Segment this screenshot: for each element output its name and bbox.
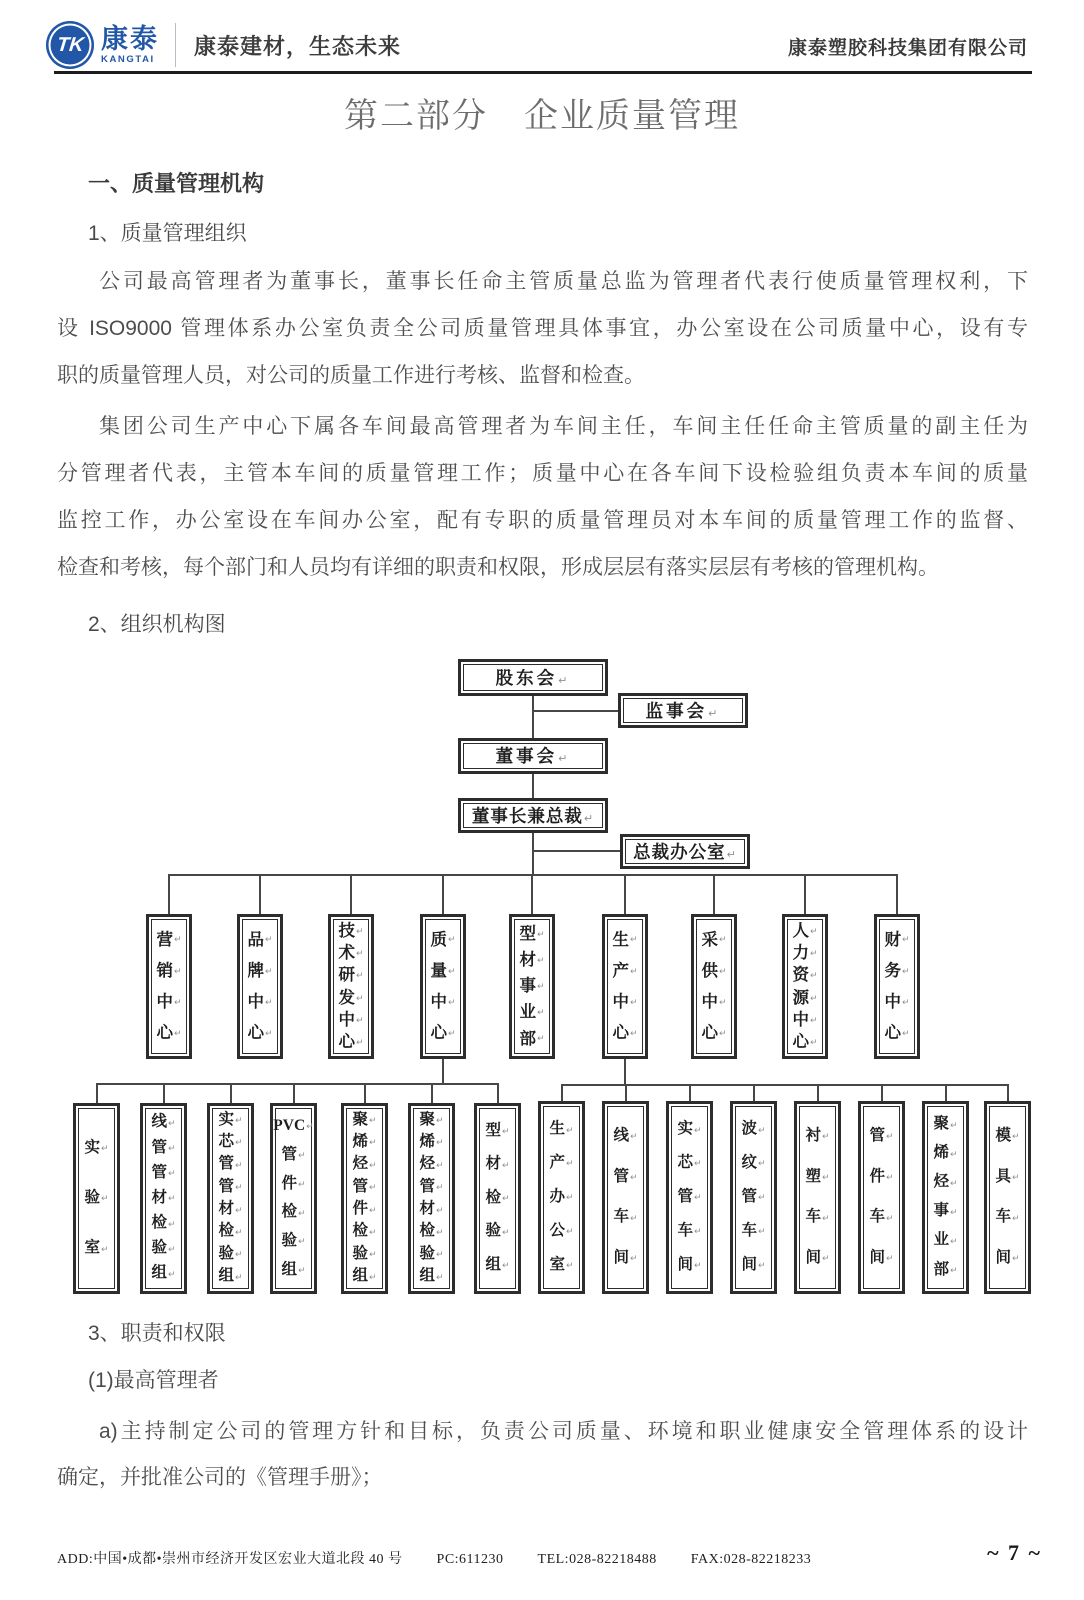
paragraph-line: 职的质量管理人员，对公司的质量工作进行考核、监督和检查。 (57, 363, 645, 387)
org-box-char: 组 ↵ (485, 1255, 510, 1273)
org-box-char: 间 ↵ (613, 1248, 638, 1266)
org-box-char: 材 ↵ (519, 950, 545, 970)
paragraph-line: a)主持制定公司的管理方针和目标，负责公司质量、环境和职业健康安全管理体系的设计 (99, 1419, 1028, 1443)
org-box-char: 烃 ↵ (419, 1155, 444, 1173)
org-box-char: 型 ↵ (519, 924, 545, 944)
paragraph-2 (57, 404, 1028, 591)
org-box-polyolefin-fitting-inspection (341, 1103, 388, 1294)
org-box-char: 心 ↵ (430, 1023, 456, 1043)
org-box-hr-center (782, 914, 828, 1059)
org-box-char: 组 ↵ (352, 1267, 377, 1285)
org-box-char: 烯 ↵ (419, 1133, 444, 1151)
org-box-char: 模 ↵ (995, 1126, 1020, 1144)
org-box-profile-division (509, 914, 555, 1059)
org-box-char: 中 ↵ (338, 1009, 364, 1029)
org-box-char: 实 ↵ (218, 1110, 243, 1128)
org-box-marketing-center (146, 914, 192, 1059)
stub-p-6 (881, 1084, 883, 1101)
org-box-char: 验 ↵ (352, 1244, 377, 1262)
org-box-char: 组 ↵ (151, 1264, 176, 1282)
org-box-char: 组 ↵ (218, 1267, 243, 1285)
stub-p-3 (689, 1084, 691, 1101)
org-box-char: 验 ↵ (419, 1244, 444, 1262)
org-box-char: 检 ↵ (419, 1222, 444, 1240)
pilcrow-mark: ↵ (558, 673, 571, 687)
paragraph-line: 集团公司生产中心下属各车间最高管理者为车间主任，车间主任任命主管质量的副主任为 (99, 415, 1028, 439)
logo-tk-icon (46, 21, 94, 69)
org-box-char: 中 ↵ (792, 1009, 818, 1029)
org-box-char: 办 ↵ (549, 1187, 574, 1205)
org-box-char: 技 ↵ (338, 920, 364, 940)
org-box-char: 公 ↵ (549, 1221, 574, 1239)
pilcrow-mark: ↵ (708, 706, 721, 720)
org-box-chairman (458, 798, 608, 833)
org-box-char: 衬 ↵ (805, 1126, 830, 1144)
org-box-char: 产 ↵ (612, 960, 638, 980)
org-box-char: 供 ↵ (701, 960, 727, 980)
org-box-char: 心 ↵ (612, 1023, 638, 1043)
org-chart (0, 646, 1084, 1294)
org-box-char: 组 ↵ (419, 1267, 444, 1285)
org-box-char: 管 ↵ (869, 1126, 894, 1144)
org-box-char: 验 ↵ (485, 1222, 510, 1240)
org-box-char: 中 ↵ (701, 992, 727, 1012)
org-box-char: 管 ↵ (613, 1167, 638, 1185)
org-box-char: 聚 ↵ (419, 1110, 444, 1128)
org-box-char: 财 ↵ (884, 929, 910, 949)
org-box-char: 生 ↵ (549, 1120, 574, 1138)
org-box-char: 车 ↵ (805, 1208, 830, 1226)
org-box-char: 波 ↵ (741, 1120, 766, 1138)
org-box-char: 产 ↵ (549, 1154, 574, 1172)
paragraph-3 (57, 1409, 1028, 1503)
pilcrow-mark: ↵ (558, 752, 571, 766)
org-box-char: 材 ↵ (485, 1155, 510, 1173)
org-box-char: 烃 ↵ (352, 1155, 377, 1173)
org-box-char: 中 ↵ (247, 992, 273, 1012)
org-box-char: 质 ↵ (430, 929, 456, 949)
org-box-char: 验 ↵ (218, 1244, 243, 1262)
stub-q-4 (293, 1083, 295, 1103)
org-box-char: 室 ↵ (84, 1239, 109, 1257)
company-name: 康泰塑胶科技集团有限公司 (787, 38, 1028, 59)
footer-fax: FAX:028-82218233 (690, 1552, 812, 1567)
org-box-char: 烯 ↵ (933, 1144, 958, 1162)
stub-p-4 (753, 1084, 755, 1101)
logo-monogram: TK (55, 33, 85, 56)
org-box-char: 验 ↵ (84, 1188, 109, 1206)
org-box-char: 管 ↵ (741, 1187, 766, 1205)
org-box-production-office (538, 1101, 585, 1294)
org-box-char: 车 ↵ (677, 1221, 702, 1239)
logo-brand-en: KANGTAI (101, 53, 155, 65)
stub-q-6 (431, 1083, 433, 1103)
org-box-char: 烃 ↵ (933, 1173, 958, 1191)
org-box-char: 业 ↵ (519, 1002, 545, 1022)
org-box-char: 检 ↵ (485, 1188, 510, 1206)
org-box-char: 业 ↵ (933, 1231, 958, 1249)
org-box-char: 心 ↵ (792, 1032, 818, 1052)
org-box-char: 心 ↵ (247, 1023, 273, 1043)
stub-l2-5 (531, 874, 533, 914)
company-logo (46, 21, 401, 69)
org-box-pvc-fitting-inspection (270, 1103, 317, 1294)
org-box-shareholders (458, 659, 608, 696)
org-box-char: 人 ↵ (792, 920, 818, 940)
subsection-heading-1-1: 1、质量管理组织 (88, 222, 247, 245)
org-box-char: 实 ↵ (677, 1120, 702, 1138)
stub-q-5 (364, 1083, 366, 1103)
org-box-char: 纹 ↵ (741, 1154, 766, 1172)
org-box-conduit-pipe-inspection (140, 1103, 187, 1294)
org-box-char: 线 ↵ (613, 1126, 638, 1144)
org-box-corrugated-pipe-workshop (730, 1101, 777, 1294)
org-box-rd-center (328, 914, 374, 1059)
org-box-char: 具 ↵ (995, 1167, 1020, 1185)
org-box-solid-pipe-inspection (207, 1103, 254, 1294)
stub-l2-2 (259, 874, 261, 914)
org-box-char: 车 ↵ (741, 1221, 766, 1239)
org-box-brand-center (237, 914, 283, 1059)
org-box-char: 管 ↵ (677, 1187, 702, 1205)
org-box-char: 心 ↵ (338, 1032, 364, 1052)
org-box-char: 心 ↵ (156, 1023, 182, 1043)
connector-to-supervisors (532, 710, 620, 712)
org-box-char: 营 ↵ (156, 929, 182, 949)
org-box-char: 材 ↵ (419, 1200, 444, 1218)
org-box-char: 车 ↵ (995, 1208, 1020, 1226)
level2-bus (168, 874, 898, 876)
document-body (57, 168, 1028, 1502)
org-box-label: 董事会 (495, 746, 558, 767)
page-header (0, 0, 1084, 73)
pilcrow-mark: ↵ (583, 811, 595, 825)
stub-l2-4 (442, 874, 444, 914)
org-box-char: 中 ↵ (612, 992, 638, 1012)
footer-address: ADD:中国•成都•崇州市经济开发区宏业大道北段 40 号 (57, 1552, 403, 1567)
org-box-char: 聚 ↵ (933, 1115, 958, 1133)
org-box-char: 销 ↵ (156, 960, 182, 980)
org-box-char: 管 ↵ (281, 1145, 306, 1163)
paragraph-line: 设 ISO9000 管理体系办公室负责全公司质量管理具体事宜，办公室设在公司质量中心，设有专 (57, 316, 1028, 340)
org-box-label: 监事会 (645, 700, 708, 721)
org-box-supervisors (618, 693, 748, 728)
org-box-char: 件 ↵ (869, 1167, 894, 1185)
org-box-quality-center (420, 914, 466, 1059)
connector-to-president-office (532, 850, 622, 852)
org-box-char: 管 ↵ (218, 1155, 243, 1173)
page-number: ~ 7 ~ (987, 1540, 1042, 1565)
org-box-char: 心 ↵ (701, 1023, 727, 1043)
company-tagline: 康泰建材，生态未来 (194, 33, 402, 59)
org-box-label: 总裁办公室 (633, 841, 726, 862)
org-box-char: 源 ↵ (792, 987, 818, 1007)
org-box-char: 事 ↵ (933, 1202, 958, 1220)
pilcrow-mark: ↵ (726, 847, 737, 861)
org-box-board (458, 738, 608, 774)
connector-quality-bus (442, 1059, 444, 1083)
org-box-char: 材 ↵ (151, 1188, 176, 1206)
production-bus (561, 1084, 1009, 1086)
paragraph-1 (57, 259, 1028, 399)
org-box-lab (73, 1103, 120, 1294)
footer-tel: TEL:028-82218488 (537, 1552, 657, 1567)
org-box-char: 车 ↵ (613, 1208, 638, 1226)
org-box-finance-center (874, 914, 920, 1059)
quality-bus (96, 1083, 499, 1085)
org-box-char: 检 ↵ (151, 1214, 176, 1232)
org-box-char: 件 ↵ (352, 1200, 377, 1218)
footer-postcode: PC:611230 (436, 1552, 504, 1567)
org-box-char: 室 ↵ (549, 1255, 574, 1273)
org-box-char: 烯 ↵ (352, 1133, 377, 1151)
org-box-char: 型 ↵ (485, 1121, 510, 1139)
org-box-production-center (602, 914, 648, 1059)
org-box-president-office (620, 834, 750, 869)
org-box-char: 管 ↵ (352, 1177, 377, 1195)
org-box-char: 量 ↵ (430, 960, 456, 980)
org-box-char: 术 ↵ (338, 942, 364, 962)
org-box-char: 心 ↵ (884, 1023, 910, 1043)
org-box-char: 资 ↵ (792, 965, 818, 985)
org-box-char: 管 ↵ (151, 1138, 176, 1156)
org-box-char: 车 ↵ (869, 1208, 894, 1226)
org-box-char: 检 ↵ (218, 1222, 243, 1240)
org-box-char: 品 ↵ (247, 929, 273, 949)
org-box-char: 间 ↵ (741, 1255, 766, 1273)
org-box-label: 董事长兼总裁 (471, 805, 583, 826)
org-box-char: PVC ↵ (273, 1117, 314, 1135)
org-box-char: 管 ↵ (419, 1177, 444, 1195)
paragraph-line: 监控工作，办公室设在车间办公室，配有专职的质量管理员对本车间的质量管理工作的监督、 (57, 508, 1028, 532)
page-footer (57, 1548, 1044, 1568)
stub-p-8 (1007, 1084, 1009, 1101)
header-rule (54, 71, 1032, 74)
paragraph-line: 分管理者代表，主管本车间的质量管理工作；质量中心在各车间下设检验组负责本车间的质量 (57, 462, 1028, 486)
org-box-char: 采 ↵ (701, 929, 727, 949)
org-box-char: 力 ↵ (792, 942, 818, 962)
org-box-fitting-workshop (858, 1101, 905, 1294)
connector-production-bus (624, 1059, 626, 1084)
paragraph-line: 检查和考核，每个部门和人员均有详细的职责和权限，形成层层有落实层层有考核的管理机构。 (57, 555, 939, 579)
org-box-char: 组 ↵ (281, 1260, 306, 1278)
section-heading-1: 一、质量管理机构 (88, 171, 265, 196)
stub-q-3 (230, 1083, 232, 1103)
org-box-char: 管 ↵ (218, 1177, 243, 1195)
org-box-char: 塑 ↵ (805, 1167, 830, 1185)
clause-heading-1: (1)最高管理者 (88, 1368, 219, 1392)
org-box-char: 间 ↵ (995, 1248, 1020, 1266)
stub-q-1 (96, 1083, 98, 1103)
org-box-char: 验 ↵ (281, 1232, 306, 1250)
org-box-solid-pipe-workshop (666, 1101, 713, 1294)
subsection-heading-1-2: 2、组织机构图 (88, 612, 226, 636)
org-box-char: 间 ↵ (869, 1248, 894, 1266)
connector-chairman-bus (532, 832, 534, 876)
stub-p-2 (625, 1084, 627, 1101)
org-box-polyolefin-division (922, 1101, 969, 1294)
logo-divider (175, 23, 176, 67)
paragraph-line: 确定，并批准公司的《管理手册》； (57, 1466, 383, 1490)
org-box-char: 中 ↵ (430, 992, 456, 1012)
logo-wordmark (101, 23, 159, 65)
stub-l2-1 (168, 874, 170, 914)
stub-q-7 (497, 1083, 499, 1103)
org-box-polyolefin-pipe-inspection (408, 1103, 455, 1294)
stub-l2-6 (624, 874, 626, 914)
org-box-char: 生 ↵ (612, 929, 638, 949)
stub-q-2 (163, 1083, 165, 1103)
org-box-char: 发 ↵ (338, 987, 364, 1007)
org-box-char: 务 ↵ (884, 960, 910, 980)
org-box-char: 事 ↵ (519, 976, 545, 996)
org-box-char: 件 ↵ (281, 1174, 306, 1192)
org-box-char: 芯 ↵ (218, 1133, 243, 1151)
org-box-char: 管 ↵ (151, 1163, 176, 1181)
org-box-char: 验 ↵ (151, 1239, 176, 1257)
org-box-char: 中 ↵ (884, 992, 910, 1012)
org-box-procurement-center (691, 914, 737, 1059)
org-box-char: 检 ↵ (281, 1203, 306, 1221)
page-title: 第二部分 企业质量管理 (344, 97, 740, 135)
org-box-char: 检 ↵ (352, 1222, 377, 1240)
org-box-char: 线 ↵ (151, 1113, 176, 1131)
org-box-mold-workshop (984, 1101, 1031, 1294)
stub-l2-8 (804, 874, 806, 914)
paragraph-line: 公司最高管理者为董事长，董事长任命主管质量总监为管理者代表行使质量管理权利，下 (99, 270, 1028, 293)
stub-l2-9 (896, 874, 898, 914)
stub-p-1 (561, 1084, 563, 1101)
org-box-char: 中 ↵ (156, 992, 182, 1012)
stub-l2-7 (713, 874, 715, 914)
org-box-profile-inspection (474, 1103, 521, 1294)
org-box-char: 芯 ↵ (677, 1154, 702, 1172)
org-box-lined-plastic-workshop (794, 1101, 841, 1294)
stub-p-5 (817, 1084, 819, 1101)
subsection-heading-1-3: 3、职责和权限 (88, 1321, 226, 1345)
org-box-char: 研 ↵ (338, 965, 364, 985)
org-box-char: 实 ↵ (84, 1138, 109, 1156)
org-box-conduit-workshop (602, 1101, 649, 1294)
org-box-char: 间 ↵ (805, 1248, 830, 1266)
connector-shareholders-board (532, 696, 534, 740)
stub-l2-3 (350, 874, 352, 914)
org-box-char: 牌 ↵ (247, 960, 273, 980)
connector-board-chairman (532, 773, 534, 799)
org-box-char: 部 ↵ (519, 1028, 545, 1048)
org-box-label: 股东会 (495, 667, 558, 688)
org-box-char: 间 ↵ (677, 1255, 702, 1273)
stub-p-7 (945, 1084, 947, 1101)
org-box-char: 部 ↵ (933, 1260, 958, 1278)
org-box-char: 聚 ↵ (352, 1110, 377, 1128)
logo-brand-cn: 康泰 (101, 23, 159, 54)
org-box-char: 材 ↵ (218, 1200, 243, 1218)
